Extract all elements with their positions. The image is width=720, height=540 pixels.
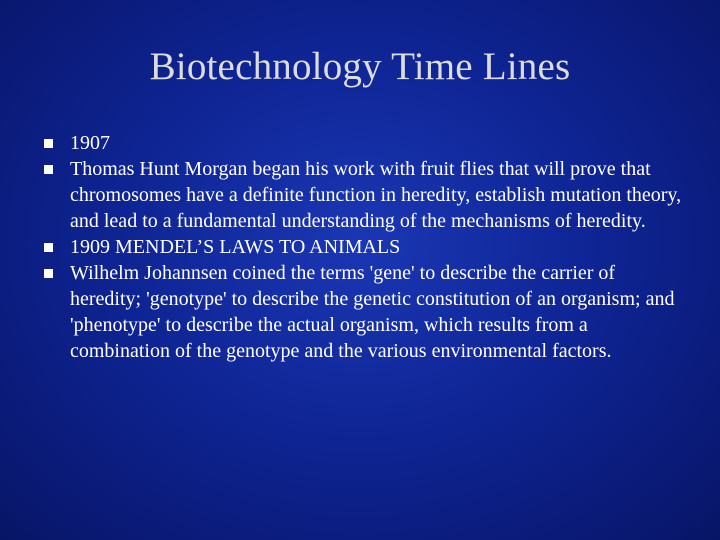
bullet-text: 1909 MENDEL’S LAWS TO ANIMALS — [70, 236, 401, 258]
slide-title: Biotechnology Time Lines — [149, 45, 571, 88]
square-bullet-icon — [44, 139, 53, 148]
bullet-text: Wilhelm Johannsen coined the terms 'gene' to describe the carrier of heredity; 'genotype' to describe the genetic constitution of an organism; and 'phenotype' to describe the actual organism, which results from a combination of the genotype and the various environmental factors. — [70, 262, 675, 362]
bullet-item-year-1909 — [44, 234, 684, 260]
bullet-list — [44, 130, 684, 364]
bullet-item-year-1907 — [44, 130, 684, 156]
bullet-item-morgan — [44, 156, 684, 234]
bullet-text: 1907 — [70, 132, 110, 154]
square-bullet-icon — [44, 269, 53, 278]
square-bullet-icon — [44, 243, 53, 252]
square-bullet-icon — [44, 165, 53, 174]
bullet-item-johannsen — [44, 260, 684, 364]
bullet-text: Thomas Hunt Morgan began his work with fruit flies that will prove that chromosomes have a definite function in heredity, establish mutation theory, and lead to a fundamental understanding of the mechanisms of heredity. — [70, 158, 682, 232]
